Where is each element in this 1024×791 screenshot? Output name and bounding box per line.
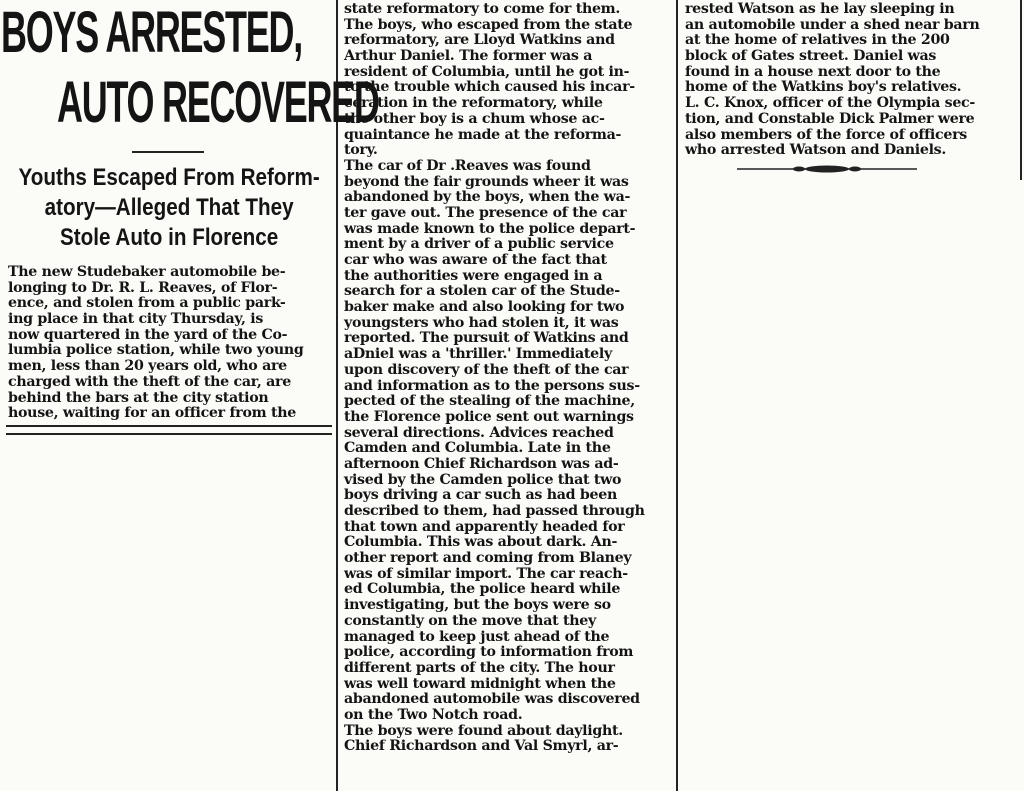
text-line: The new Studebaker automobile be- bbox=[8, 264, 286, 280]
text-line: boys driving a car such as had been bbox=[344, 487, 617, 504]
text-line: an automobile under a shed near barn bbox=[685, 16, 980, 33]
text-line: charged with the theft of the car, are bbox=[8, 373, 291, 390]
article-body-col2 bbox=[344, 2, 645, 755]
text-line: tory. bbox=[344, 142, 378, 159]
text-line: longing to Dr. R. L. Reaves, of Flor- bbox=[8, 279, 278, 296]
text-line: reformatory, are Lloyd Watkins and bbox=[344, 32, 615, 49]
text-line: baker make and also looking for two bbox=[344, 299, 625, 316]
text-line: pected of the stealing of the machine, bbox=[344, 393, 635, 410]
text-line: other report and coming from Blaney bbox=[344, 550, 632, 567]
text-line: the authorities were engaged in a bbox=[344, 267, 603, 284]
text-line: found in a house next door to the bbox=[685, 63, 941, 80]
text-line: men, less than 20 years old, who are bbox=[8, 358, 287, 375]
column-end-rule bbox=[6, 425, 332, 435]
subheadline-line: atory—Alleged That They bbox=[44, 194, 294, 221]
headline-rule bbox=[132, 151, 204, 153]
text-line: rested Watson as he lay sleeping in bbox=[685, 1, 955, 17]
text-line: beyond the fair grounds wheer it was bbox=[344, 173, 629, 190]
text-line: search for a stolen car of the Stude- bbox=[344, 283, 620, 300]
text-line: state reformatory to come for them. bbox=[344, 1, 621, 17]
text-line: abandoned automobile was discovered bbox=[344, 691, 640, 708]
column-divider bbox=[1020, 0, 1022, 180]
text-line: vised by the Camden police that two bbox=[344, 471, 622, 488]
text-line: ment by a driver of a public service bbox=[344, 236, 614, 253]
text-line: the other boy is a chum whose ac- bbox=[344, 110, 605, 127]
text-line: described to them, had passed through bbox=[344, 503, 645, 519]
text-line: block of Gates street. Daniel was bbox=[685, 48, 937, 65]
text-line: upon discovery of the theft of the car bbox=[344, 361, 629, 378]
text-line: that town and apparently headed for bbox=[344, 518, 625, 535]
text-line: youngsters who had stolen it, it was bbox=[344, 314, 619, 331]
end-ornament bbox=[737, 163, 917, 175]
article-column-1 bbox=[0, 0, 379, 791]
text-line: lumbia police station, while two young bbox=[8, 342, 304, 359]
text-line: different parts of the city. The hour bbox=[344, 659, 615, 676]
text-line: behind the bars at the city station bbox=[8, 389, 269, 406]
text-line: and information as to the persons sus- bbox=[344, 377, 640, 394]
text-line: resident of Columbia, until he got in- bbox=[344, 63, 630, 80]
text-line: L. C. Knox, officer of the Olympia sec- bbox=[685, 95, 975, 112]
column-divider bbox=[676, 0, 678, 791]
article-column-2 bbox=[341, 0, 671, 791]
text-line: Camden and Columbia. Late in the bbox=[344, 440, 611, 457]
article-column-3 bbox=[682, 0, 1018, 190]
text-line: ed Columbia, the police heard while bbox=[344, 581, 621, 598]
text-line: several directions. Advices reached bbox=[344, 424, 614, 441]
text-line: abandoned by the boys, when the wa- bbox=[344, 189, 631, 206]
text-line: home of the Watkins boy's relatives. bbox=[685, 79, 962, 96]
text-line: afternoon Chief Richardson was ad- bbox=[344, 455, 619, 472]
text-line: Arthur Daniel. The former was a bbox=[344, 48, 593, 65]
text-line: was of similar import. The car reach- bbox=[344, 565, 628, 582]
text-line: constantly on the move that they bbox=[344, 612, 596, 629]
subheadline bbox=[4, 163, 334, 253]
text-line: to the trouble which caused his incar- bbox=[344, 79, 635, 96]
text-line: reported. The pursuit of Watkins and bbox=[344, 330, 629, 347]
text-line: aDniel was a 'thriller.' Immediately bbox=[344, 346, 612, 363]
subheadline-line: Stole Auto in Florence bbox=[59, 224, 279, 251]
text-line: The car of Dr .Reaves was found bbox=[344, 157, 591, 174]
text-line: police, according to information from bbox=[344, 644, 634, 661]
subheadline-line: Youths Escaped From Reform- bbox=[18, 164, 320, 191]
text-line: quaintance he made at the reforma- bbox=[344, 126, 622, 143]
text-line: Chief Richardson and Val Smyrl, ar- bbox=[344, 738, 619, 755]
text-line: now quartered in the yard of the Co- bbox=[8, 326, 288, 343]
text-line: was well toward midnight when the bbox=[344, 675, 616, 692]
text-line: ter gave out. The presence of the car bbox=[344, 204, 627, 221]
article-body-col3 bbox=[685, 2, 979, 159]
text-line: house, waiting for an officer from the bbox=[8, 405, 296, 422]
text-line: was made known to the police depart- bbox=[344, 220, 636, 237]
text-line: at the home of relatives in the 200 bbox=[685, 32, 950, 49]
text-line: tion, and Constable Dick Palmer were bbox=[685, 110, 975, 127]
text-line: Columbia. This was about dark. An- bbox=[344, 534, 618, 551]
text-line: The boys were found about daylight. bbox=[344, 722, 623, 739]
text-line: car who was aware of the fact that bbox=[344, 252, 607, 268]
text-line: managed to keep just ahead of the bbox=[344, 628, 610, 645]
text-line: ing place in that city Thursday, is bbox=[8, 311, 264, 328]
text-line: The boys, who escaped from the state bbox=[344, 16, 633, 33]
text-line: the Florence police sent out warnings bbox=[344, 408, 634, 425]
text-line: ceration in the reformatory, while bbox=[344, 95, 603, 112]
text-line: ence, and stolen from a public park- bbox=[8, 295, 286, 312]
text-line: investigating, but the boys were so bbox=[344, 597, 611, 614]
article-body-col1 bbox=[8, 265, 304, 422]
headline-line-2: AUTO RECOVERED bbox=[57, 70, 379, 135]
text-line: on the Two Notch road. bbox=[344, 706, 523, 723]
headline-line-1: BOYS ARRESTED, bbox=[1, 0, 303, 65]
text-line: who arrested Watson and Daniels. bbox=[685, 142, 946, 159]
text-line: also members of the force of officers bbox=[685, 126, 967, 143]
